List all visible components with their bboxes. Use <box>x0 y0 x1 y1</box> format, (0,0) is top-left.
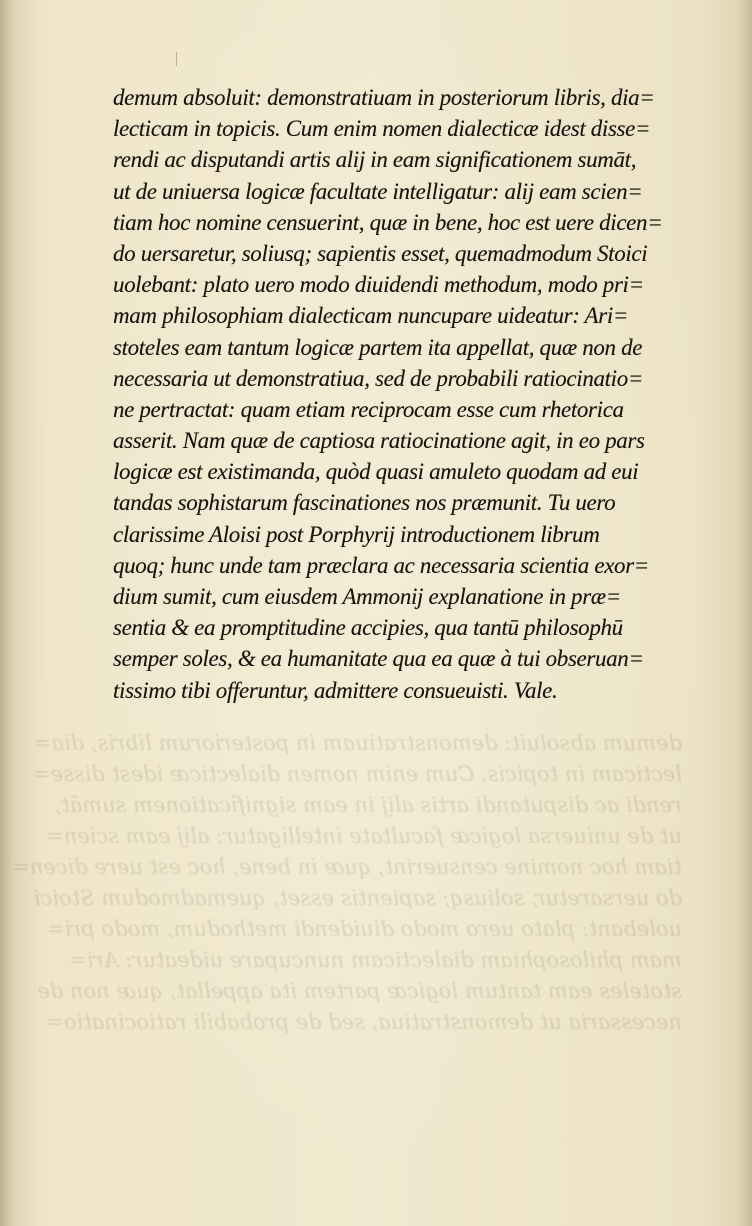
text-line: ne pertractat: quam etiam reciprocam esse cum rhetorica <box>113 396 624 422</box>
body-text <box>113 82 691 706</box>
show-through-line: lecticam in topicis. Cum enim nomen dialecticæ idest disse= <box>33 762 682 786</box>
show-through-line: uolebant: plato uero modo diuidendi methodum, modo pri= <box>47 917 682 941</box>
text-line: tiam hoc nomine censuerint, quæ in bene, hoc est uere dicen= <box>113 209 663 235</box>
text-line: lecticam in topicis. Cum enim nomen dialecticæ idest disse= <box>113 116 651 142</box>
page-edge-right <box>738 0 752 1226</box>
text-line: tandas sophistarum fascinationes nos præmunit. Tu uero <box>113 490 616 516</box>
show-through-line: rendi ac disputandi artis alij in eam significationem sumāt, <box>54 793 682 817</box>
show-through-line: stoteles eam tantum logicæ partem ita appellat, quæ non de <box>37 979 682 1003</box>
text-line: clarissime Aloisi post Porphyrij introductionem librum <box>113 521 600 547</box>
text-line: mam philosophiam dialecticam nuncupare uideatur: Ari= <box>113 303 629 329</box>
show-through-line: necessaria ut demonstratiua, sed de probabili ratiocinatio= <box>46 1010 682 1034</box>
text-line: do uersaretur, soliusq; sapientis esset, quemadmodum Stoici <box>113 240 648 266</box>
show-through-line: do uersaretur, soliusq; sapientis esset, quemadmodum Stoici <box>33 886 682 910</box>
paper-mark <box>176 52 177 66</box>
show-through-line: mam philosophiam dialecticam nuncupare uideatur: Ari= <box>69 948 682 972</box>
text-line: tissimo tibi offeruntur, admittere consueuisti. Vale. <box>113 677 558 703</box>
text-line: semper soles, & ea humanitate qua ea quæ à tui obseruan= <box>113 646 644 672</box>
text-line: ut de uniuersa logicæ facultate intelligatur: alij eam scien= <box>113 178 643 204</box>
text-line: dium sumit, cum eiusdem Ammonij explanatione in præ= <box>113 584 621 609</box>
show-through-text <box>12 728 682 1068</box>
show-through-line: tiam hoc nomine censuerint, quæ in bene, hoc est uere dicen= <box>12 855 682 879</box>
text-line: uolebant: plato uero modo diuidendi methodum, modo pri= <box>113 272 644 298</box>
text-line: stoteles eam tantum logicæ partem ita appellat, quæ non de <box>113 334 643 360</box>
text-line: rendi ac disputandi artis alij in eam significationem sumāt, <box>113 147 637 173</box>
text-line: sentia & ea promptitudine accipies, qua tantū philosophū <box>113 615 623 641</box>
show-through-line: demum absoluit: demonstratiuam in posteriorum libris, dia= <box>33 731 682 755</box>
text-line: necessaria ut demonstratiua, sed de probabili ratiocinatio= <box>113 365 644 391</box>
text-line: asserit. Nam quæ de captiosa ratiocinatione agit, in eo pars <box>113 428 645 454</box>
page-edge-left <box>0 0 14 1226</box>
text-line: quoq; hunc unde tam præclara ac necessaria scientia exor= <box>113 552 649 578</box>
show-through-line: ut de uniuersa logicæ facultate intelligatur: alij eam scien= <box>46 824 682 848</box>
text-line: demum absoluit: demonstratiuam in posteriorum libris, dia= <box>113 85 655 110</box>
text-line: logicæ est existimanda, quòd quasi amuleto quodam ad eui <box>113 459 639 485</box>
